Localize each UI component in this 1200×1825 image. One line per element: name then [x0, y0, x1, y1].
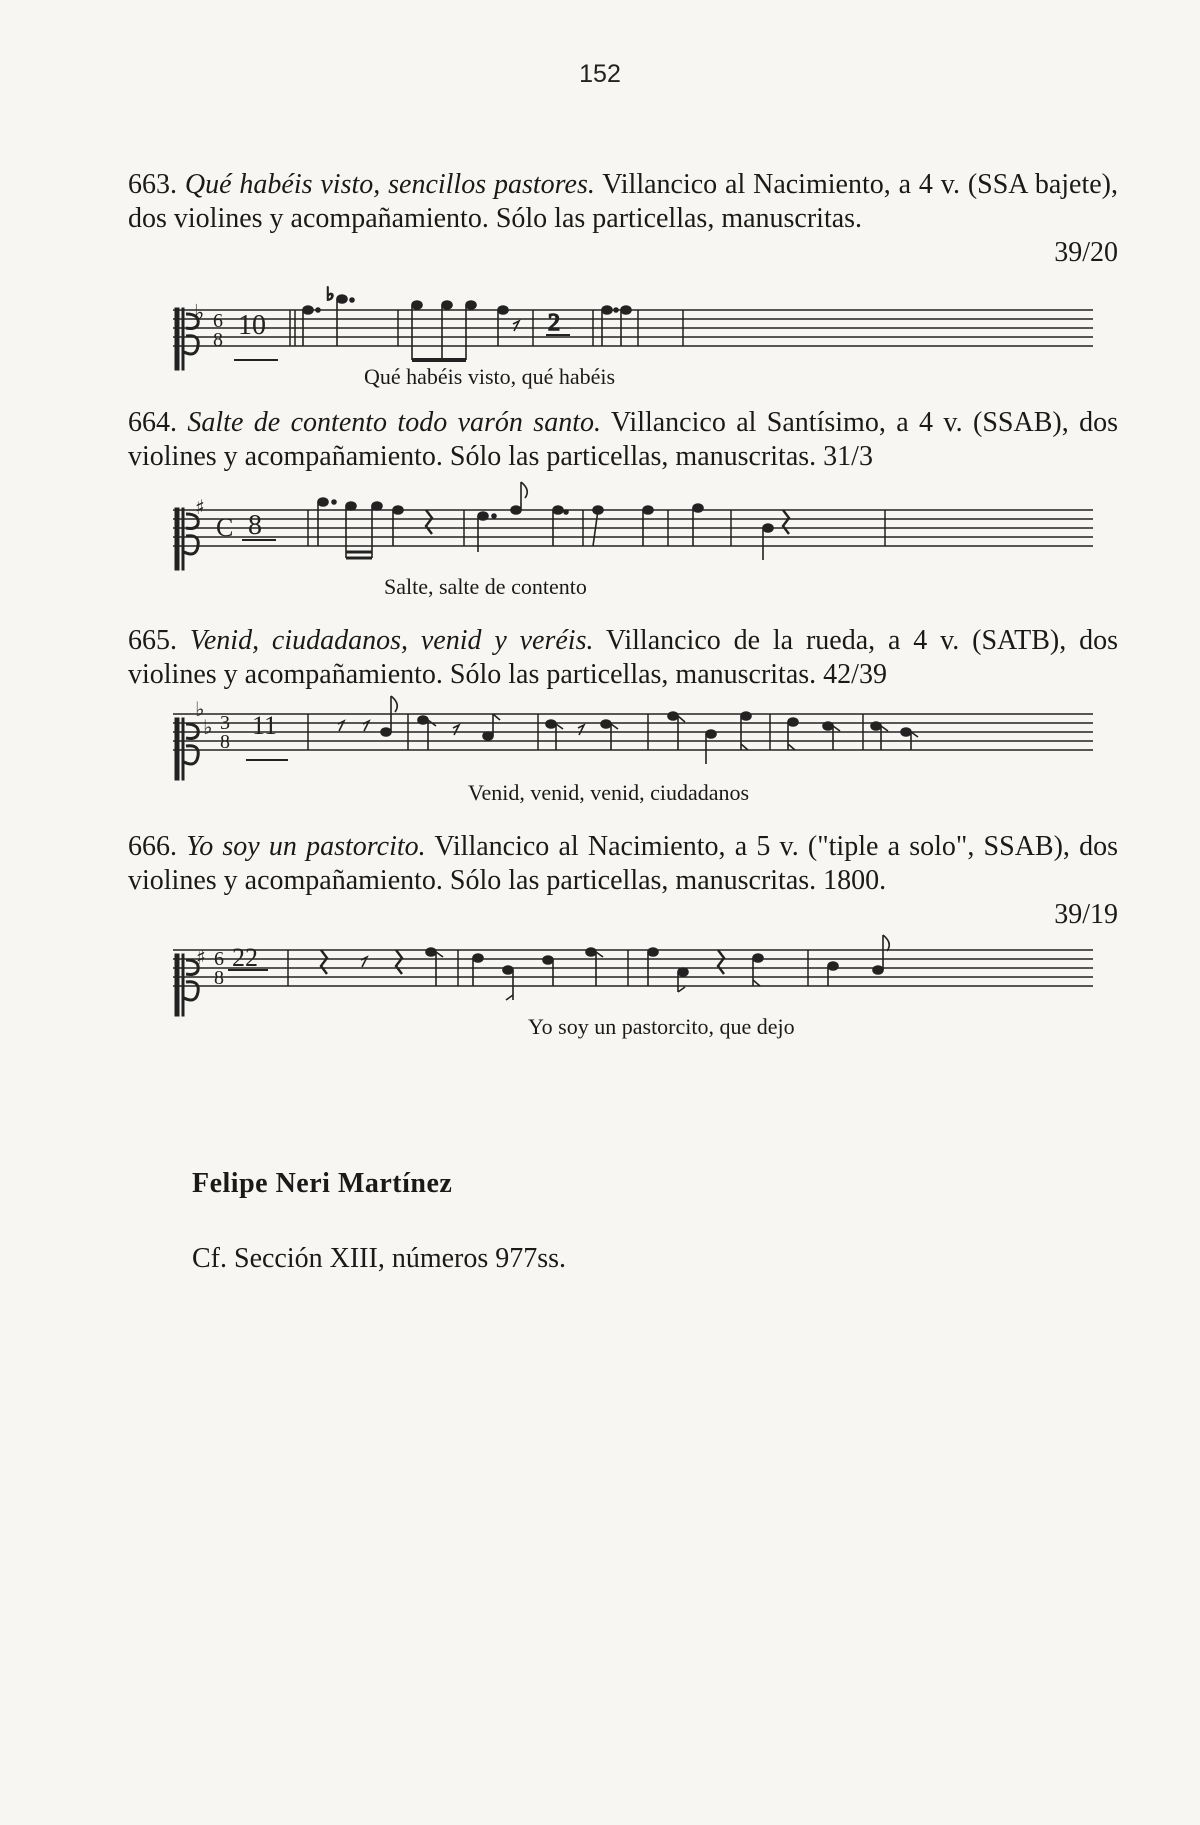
multi-rest-count: 8	[248, 510, 262, 541]
staff-664	[128, 480, 1118, 580]
entry-number: 665.	[128, 625, 177, 656]
entry-description: Villancico al Santísimo, a 4 v.	[610, 407, 963, 438]
incipit-lyric: Yo soy un pastorcito, que dejo	[528, 1014, 795, 1039]
entry-description: Villancico al Nacimiento, a 5 v. ("tiple a solo",	[434, 831, 975, 862]
meter-denominator: 8	[214, 967, 224, 989]
multi-rest-count: 10	[238, 310, 266, 341]
entry-text	[128, 624, 1118, 692]
entry-number: 663.	[128, 169, 177, 200]
section-heading: Felipe Neri Martínez	[192, 1168, 453, 1199]
flat-icon: ♭	[195, 697, 205, 721]
catalog-entry-664	[128, 406, 1119, 599]
notes-663	[303, 284, 631, 360]
notes-664	[318, 482, 789, 560]
catalog-entry-663	[128, 168, 1119, 389]
multi-rest-count: 22	[232, 943, 258, 972]
flat-icon: ♭	[203, 715, 213, 739]
entry-title: Venid, ciudadanos, venid y veréis.	[189, 625, 594, 656]
entry-title: Qué habéis visto, sencillos pastores.	[184, 169, 595, 200]
catalog-reference: 42/39	[823, 659, 887, 690]
entry-title: Salte de contento todo varón santo.	[187, 407, 601, 438]
entry-number: 666.	[128, 831, 177, 862]
c-clef-icon	[175, 718, 198, 780]
meter-symbol: C	[216, 513, 234, 542]
meter-numerator: 6	[213, 310, 223, 332]
sharp-icon: ♯	[196, 945, 206, 969]
entry-description-cont: (SSAB), dos violines y acompañamiento. Sólo las particellas, manuscritas.	[128, 407, 1119, 472]
flat-icon: ♭	[194, 301, 205, 326]
staff-665	[128, 694, 1118, 794]
catalog-reference: 31/3	[823, 441, 873, 472]
entry-description-cont: SSAB), dos violines y acompañamiento. Sólo las particellas, manuscritas. 1800.	[128, 831, 1119, 896]
svg-text:♭: ♭	[326, 284, 335, 305]
music-incipit	[128, 694, 1118, 805]
music-incipit	[128, 480, 1118, 599]
entry-description: Villancico de la rueda, a 4 v.	[605, 625, 960, 656]
cross-reference: Cf. Sección XIII, números 977ss.	[192, 1243, 567, 1274]
c-clef-icon	[175, 954, 198, 1016]
catalog-entry-666	[128, 830, 1119, 1039]
music-incipit	[128, 930, 1118, 1039]
staff-663	[128, 280, 1118, 380]
music-incipit	[128, 280, 1118, 389]
entry-description: Villancico al Nacimiento, a 4 v.	[602, 169, 960, 200]
entry-text	[128, 830, 1118, 898]
meter-numerator: 3	[220, 712, 230, 734]
catalog-entry-665	[128, 624, 1119, 805]
entry-number: 664.	[128, 407, 177, 438]
incipit-lyric: Venid, venid, venid, ciudadanos	[468, 780, 750, 805]
entry-text	[128, 168, 1118, 236]
incipit-lyric: Qué habéis visto, qué habéis	[364, 364, 616, 389]
catalog-reference: 39/19	[1054, 899, 1118, 930]
entry-description-cont: (SSA bajete), dos violines y acompañamiento. Sólo las particellas, manuscritas.	[128, 169, 1119, 234]
meter-numerator: 6	[214, 948, 224, 970]
entry-description-cont: (SATB), dos violines y acompañamiento. Sólo las particellas, manuscritas.	[128, 625, 1119, 690]
svg-text:2: 2	[548, 310, 560, 336]
meter-denominator: 8	[213, 329, 223, 351]
entry-text	[128, 406, 1118, 474]
multi-rest-count: 11	[252, 711, 278, 740]
notes-665	[338, 696, 918, 764]
incipit-lyric: Salte, salte de contento	[384, 574, 587, 599]
page-number: 152	[579, 60, 621, 88]
catalog-reference: 39/20	[1054, 237, 1118, 268]
entry-title: Yo soy un pastorcito.	[186, 831, 426, 862]
sharp-icon: ♯	[195, 495, 205, 519]
meter-denominator: 8	[220, 731, 230, 753]
